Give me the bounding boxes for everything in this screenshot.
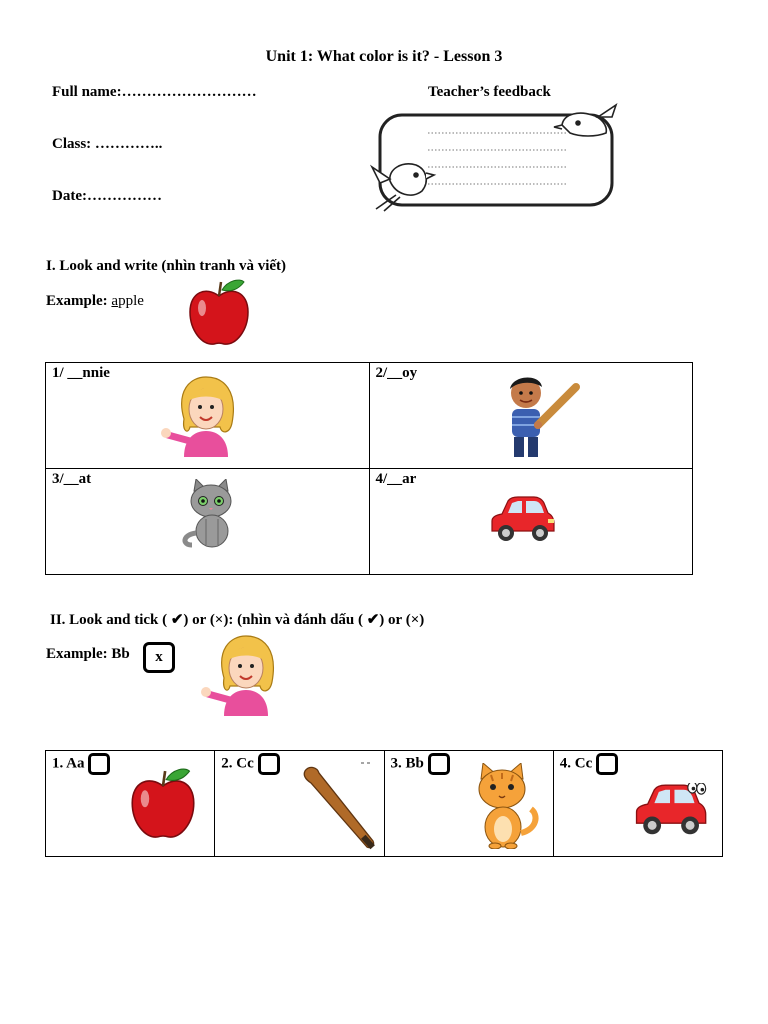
teacher-feedback-title: Teacher’s feedback xyxy=(428,84,551,100)
worksheet-title: Unit 1: What color is it? - Lesson 3 xyxy=(265,48,503,65)
car-icon xyxy=(632,783,708,841)
cat-icon xyxy=(180,479,242,549)
example-answer-letter: a xyxy=(111,293,119,309)
tick-item-1 xyxy=(46,751,215,857)
section-1-example xyxy=(46,293,144,310)
look-and-tick-table xyxy=(45,750,723,857)
write-item-label: 3/__at xyxy=(52,471,92,487)
section-1-heading: I. Look and write (nhìn tranh và viết) xyxy=(46,258,287,274)
write-item-1[interactable] xyxy=(46,363,370,469)
tick-box[interactable] xyxy=(88,753,110,775)
section-2-heading: II. Look and tick ( ✔) or (×): (nhìn và đánh dấu ( ✔) or (×) xyxy=(50,612,425,628)
girl-icon xyxy=(160,375,244,457)
apple-icon xyxy=(186,278,252,348)
boy-icon xyxy=(500,371,582,461)
car-icon xyxy=(488,495,556,547)
tick-item-2 xyxy=(215,751,384,857)
apple-icon xyxy=(128,765,198,843)
look-and-write-table xyxy=(45,362,693,575)
write-item-3[interactable] xyxy=(46,469,370,575)
class-field[interactable]: Class: ………….. xyxy=(52,136,163,152)
write-item-2[interactable] xyxy=(369,363,693,469)
section-2-example-label: Example: Bb xyxy=(46,646,130,662)
tick-box[interactable] xyxy=(258,753,280,775)
example-tick-box: x xyxy=(143,642,175,673)
tick-box[interactable] xyxy=(596,753,618,775)
tick-item-4 xyxy=(553,751,722,857)
full-name-field[interactable]: Full name:……………………… xyxy=(52,84,257,100)
tick-box[interactable] xyxy=(428,753,450,775)
girl-icon xyxy=(200,634,284,716)
cat-icon xyxy=(471,763,543,849)
write-item-4[interactable] xyxy=(369,469,693,575)
write-item-label: 2/__oy xyxy=(375,365,418,381)
bat-icon xyxy=(297,761,381,853)
tick-item-label: 3. Bb xyxy=(390,755,424,772)
example-word-rest: pple xyxy=(118,293,144,309)
tick-item-3 xyxy=(384,751,553,857)
tick-item-label: 4. Cc xyxy=(559,755,593,772)
example-label: Example: xyxy=(46,293,108,309)
write-item-label: 4/__ar xyxy=(375,471,417,487)
write-item-label: 1/ __nnie xyxy=(52,365,110,381)
tick-item-label: 2. Cc xyxy=(221,755,254,772)
tick-item-label: 1. Aa xyxy=(52,755,85,772)
date-field[interactable]: Date:…………… xyxy=(52,188,162,204)
teacher-feedback-box[interactable] xyxy=(366,103,626,215)
